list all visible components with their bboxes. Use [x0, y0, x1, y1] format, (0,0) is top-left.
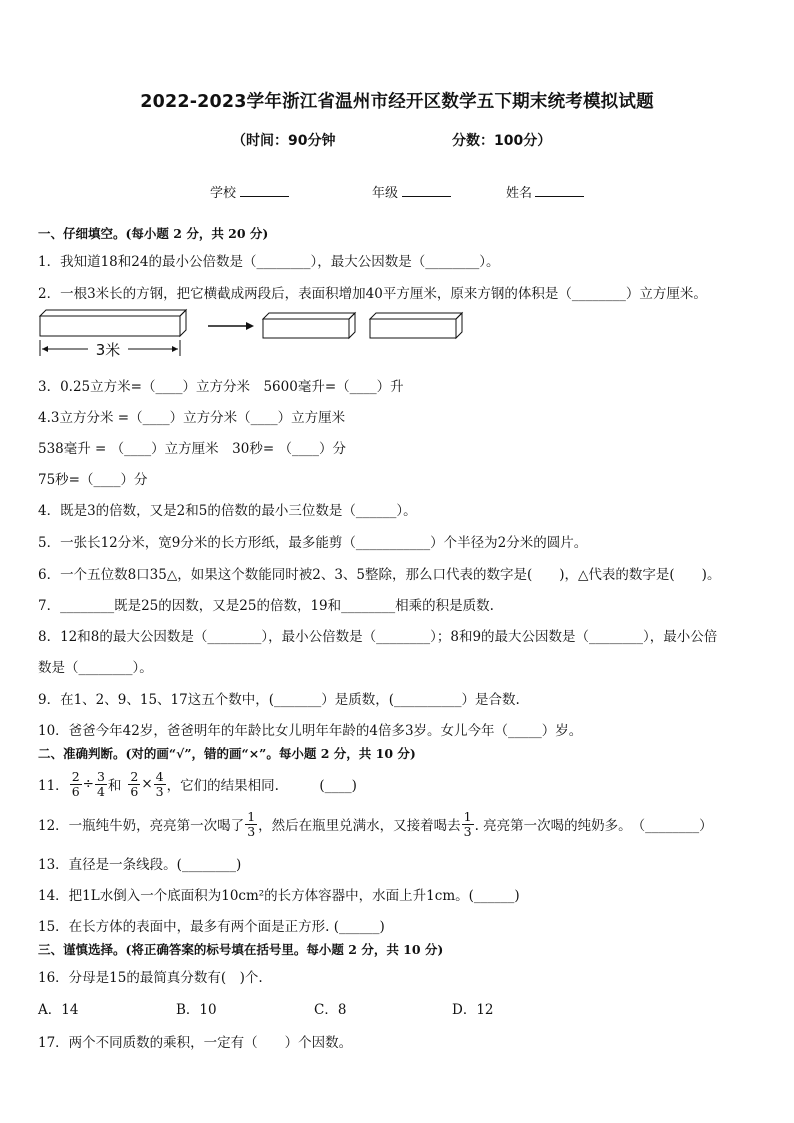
question-4: 4．既是3的倍数，又是2和5的倍数的最小三位数是（______）。 — [38, 503, 417, 519]
question-2: 2．一根3米长的方钢，把它横截成两段后，表面积增加40平方厘米，原来方钢的体积是（________）立方厘米。 — [38, 286, 707, 302]
page-title: 2022-2023学年浙江省温州市经开区数学五下期末统考模拟试题 — [140, 92, 654, 112]
fraction-three-fourths: $\frac{3}{4}$ — [96, 768, 105, 799]
question-17: 17．两个不同质数的乘积，一定有（ ）个因数。 — [38, 1035, 353, 1051]
question-12 — [38, 806, 713, 842]
figure-length-label: 3米 — [95, 341, 121, 359]
question-14: 14．把1L水倒入一个底面积为10cm²的长方体容器中，水面上升1cm。(______) — [38, 888, 520, 904]
school-blank — [240, 196, 289, 197]
score-label: 分数：100分） — [452, 133, 552, 149]
question-13: 13．直径是一条线段。(________) — [38, 857, 242, 873]
divide-sign: ÷ — [82, 776, 94, 792]
option-a: A．14 — [38, 1002, 79, 1018]
question-11 — [38, 766, 357, 802]
fraction-two-sixths: $\frac{2}{6}$ — [71, 768, 80, 799]
question-10: 10．爸爸今年42岁，爸爸明年的年龄比女儿明年年龄的4倍多3岁。女儿今年（_____）岁。 — [38, 723, 583, 739]
fraction-one-third-2: 1 3 — [463, 808, 472, 839]
question-1: 1．我知道18和24的最小公倍数是（________），最大公因数是（________）。 — [38, 254, 500, 270]
fraction-four-thirds: $\frac{4}{3}$ — [155, 768, 164, 799]
question-7: 7．________既是25的因数，又是25的倍数，19和________相乘的积是质数. — [38, 598, 494, 614]
name-label: 姓名 — [506, 186, 533, 201]
question-12-text-c: . 亮亮第一次喝的纯奶多。 （________） — [474, 818, 713, 834]
question-6: 6．一个五位数8口35△，如果这个数能同时被2、3、5整除，那么口代表的数字是( )，△代表的数字是( )。 — [38, 567, 721, 583]
question-3-line-3: 538毫升 = （____）立方厘米 30秒= （____）分 — [38, 441, 346, 457]
question-8-line-2: 数是（________）。 — [38, 660, 153, 676]
and-word: 和 — [107, 778, 122, 794]
school-label: 学校 — [210, 186, 237, 201]
option-d: D．12 — [452, 1002, 494, 1018]
section-2-heading: 二、准确判断。(对的画“√”，错的画“×”。每小题 2 分，共 10 分) — [38, 746, 416, 761]
time-label: （时间：90分钟 — [232, 133, 336, 149]
grade-blank — [402, 196, 451, 197]
question-12-text-a: 12．一瓶纯牛奶，亮亮第一次喝了 — [38, 818, 245, 834]
question-8-line-1: 8．12和8的最大公因数是（________），最小公倍数是（________）；8和9的最大公因数是（________），最小公倍 — [38, 629, 718, 645]
option-c: C．8 — [314, 1002, 347, 1018]
name-blank — [535, 196, 584, 197]
question-12-text-b: ，然后在瓶里兑满水，又接着喝去 — [258, 818, 461, 834]
fraction-one-third: 1 3 — [247, 808, 256, 839]
question-11-text: ，它们的结果相同. (____) — [166, 778, 357, 794]
option-b: B．10 — [176, 1002, 217, 1018]
question-16: 16．分母是15的最简真分数有( )个. — [38, 970, 263, 986]
question-3-line-1: 3．0.25立方米=（____）立方分米 5600毫升=（____）升 — [38, 379, 404, 395]
question-5: 5．一张长12分米，宽9分米的长方形纸，最多能剪（___________）个半径为2分米的圆片。 — [38, 535, 588, 551]
question-11-number: 11． — [38, 778, 69, 794]
question-9: 9．在1、2、9、15、17这五个数中，(_______）是质数，(__________）是合数. — [38, 692, 520, 708]
grade-label: 年级 — [372, 186, 399, 201]
question-15: 15．在长方体的表面中，最多有两个面是正方形. (______) — [38, 919, 385, 935]
section-1-heading: 一、仔细填空。(每小题 2 分，共 20 分) — [38, 226, 269, 241]
steel-bar-figure — [36, 306, 466, 362]
multiply-sign: × — [141, 776, 153, 792]
question-3-line-4: 75秒=（____）分 — [38, 472, 148, 488]
fraction-two-sixths-2: $\frac{2}{6}$ — [130, 768, 139, 799]
section-3-heading: 三、谨慎选择。(将正确答案的标号填在括号里。每小题 2 分，共 10 分) — [38, 942, 444, 957]
question-3-line-2: 4.3立方分米 =（____）立方分米（____）立方厘米 — [38, 410, 346, 426]
